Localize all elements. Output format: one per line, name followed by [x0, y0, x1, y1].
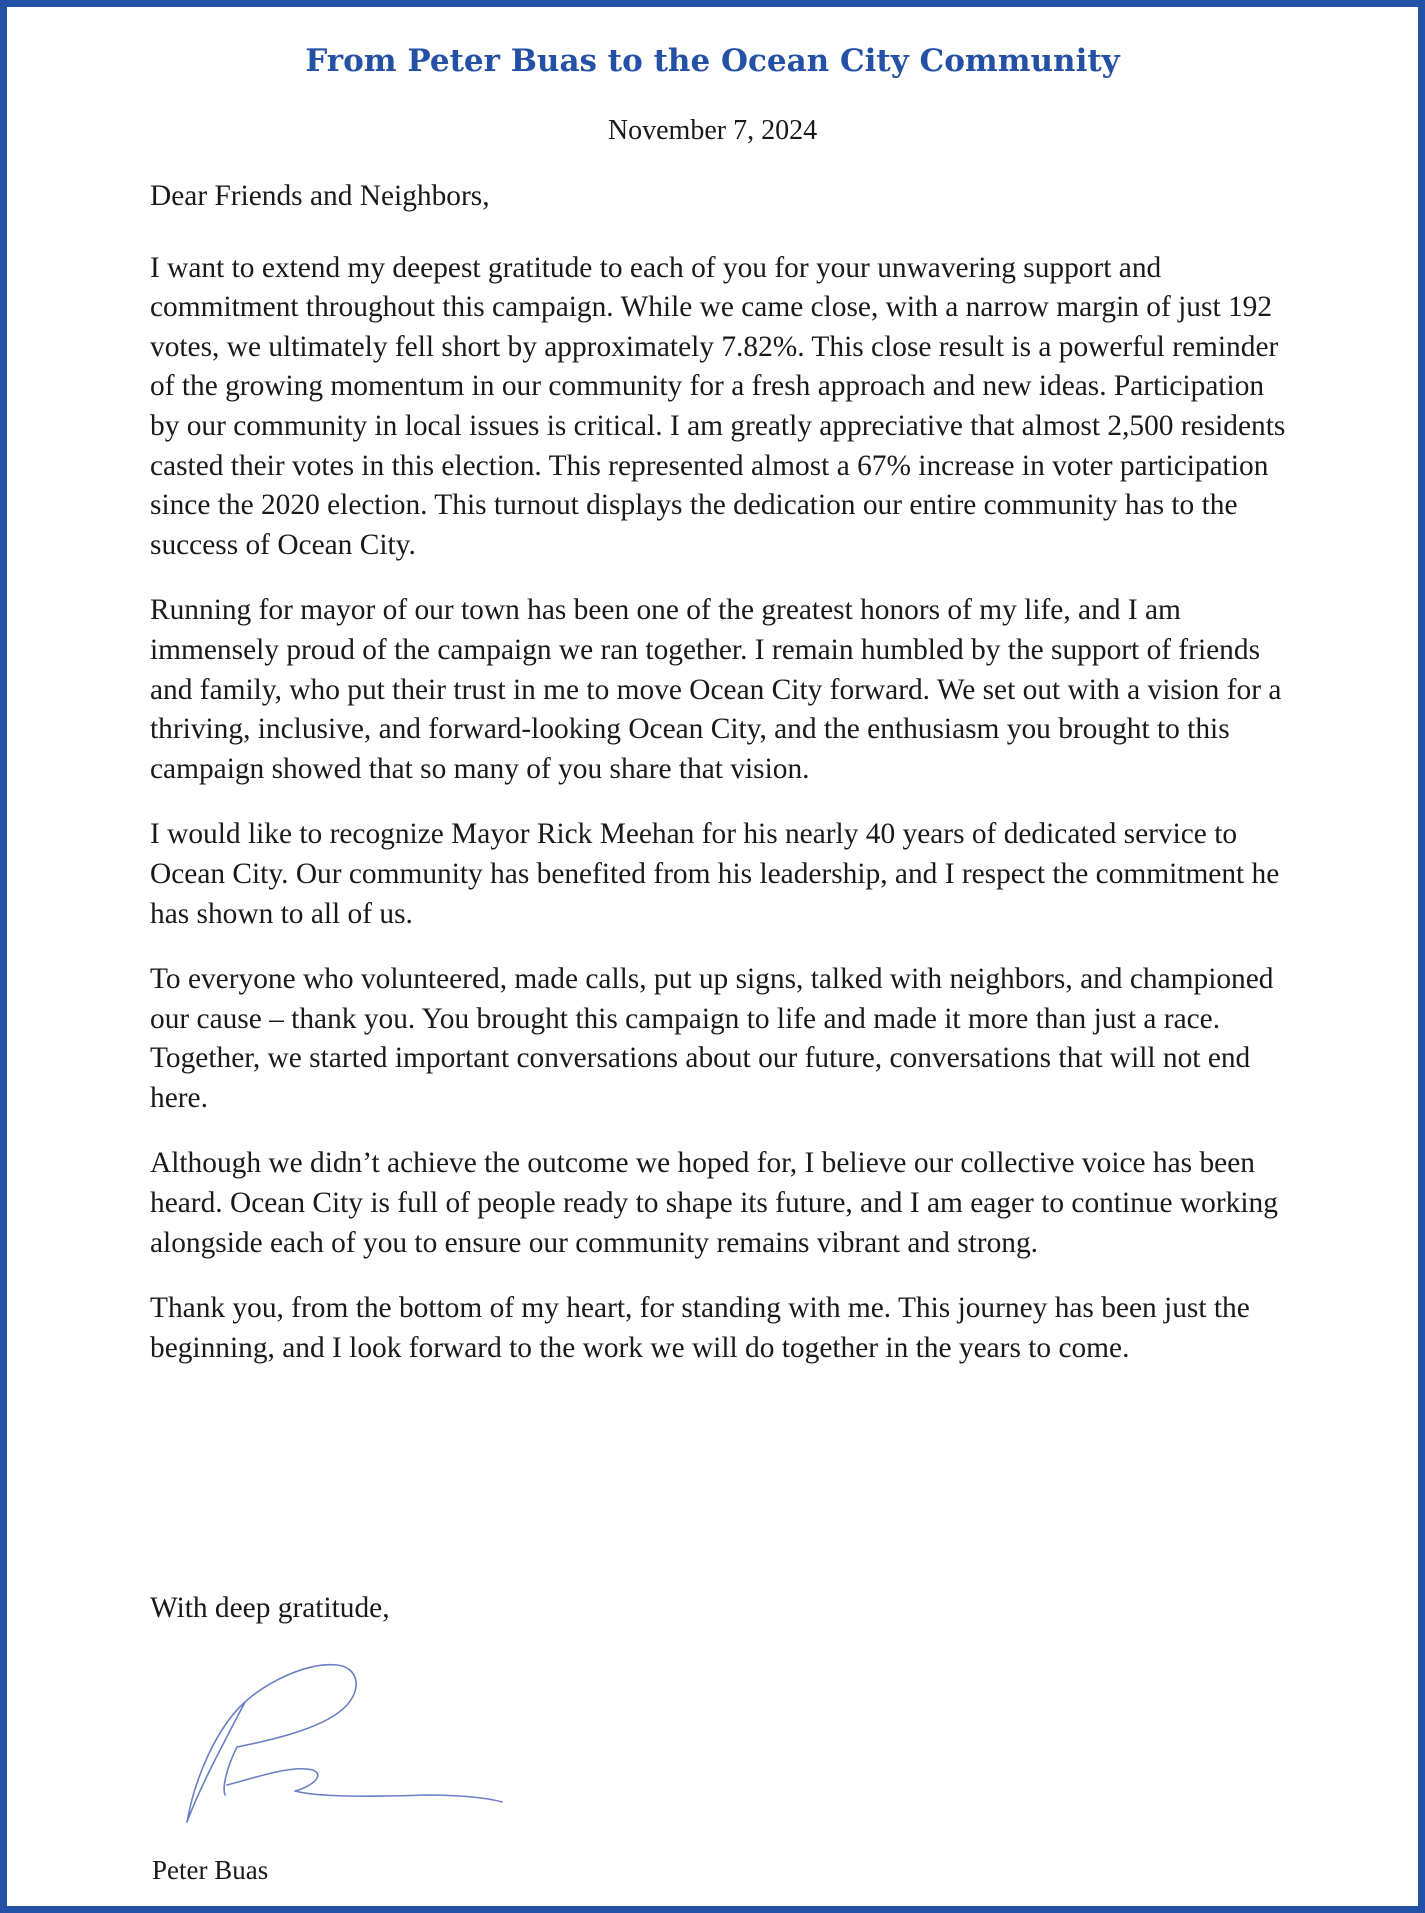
closing-line: With deep gratitude,: [150, 1592, 390, 1624]
signature-image: [167, 1657, 507, 1832]
paragraph-outcome: Although we didn’t achieve the outcome we hoped for, I believe our collective voice has been heard. Ocean City is full of people ready to shape its future, and I am eager to continue working alongside each of you to ensure our community remains vibrant and strong.: [150, 1147, 1278, 1259]
paragraph-recognition: I would like to recognize Mayor Rick Meehan for his nearly 40 years of dedicated service to Ocean City. Our community has benefited from his leadership, and I respect the commitment he has shown to all of us.: [150, 818, 1280, 930]
paragraph-thanks: Thank you, from the bottom of my heart, for standing with me. This journey has been just the beginning, and I look forward to the work we will do together in the years to come.: [150, 1292, 1250, 1364]
salutation: Dear Friends and Neighbors,: [150, 180, 490, 212]
letter-body: [150, 177, 1290, 1394]
signer-name: Peter Buas: [152, 1855, 269, 1885]
letter-title: From Peter Buas to the Ocean City Community: [305, 43, 1120, 79]
paragraph-mayor-run: Running for mayor of our town has been one of the greatest honors of my life, and I am immensely proud of the campaign we ran together. I remain humbled by the support of friends and family, who put their trust in me to move Ocean City forward. We set out with a vision for a thriving, inclusive, and forward-looking Ocean City, and the enthusiasm you brought to this campaign showed that so many of you share that vision.: [150, 594, 1282, 785]
letter-date: November 7, 2024: [607, 115, 818, 146]
paragraph-gratitude: I want to extend my deepest gratitude to each of you for your unwavering support and commitment throughout this campaign. While we came close, with a narrow margin of just 192 votes, we ultimately fell short by approximately 7.82%. This close result is a powerful reminder of the growing momentum in our community for a fresh approach and new ideas. Participation by our community in local issues is critical. I am greatly appreciative that almost 2,500 residents casted their votes in this election. This represented almost a 67% increase in voter participation since the 2020 election. This turnout displays the dedication our entire community has to the success of Ocean City.: [150, 251, 1286, 561]
paragraph-volunteers: To everyone who volunteered, made calls, put up signs, talked with neighbors, and championed our cause – thank you. You brought this campaign to life and made it more than just a race. Together, we started important conversations about our future, conversations that will not end here.: [150, 963, 1274, 1114]
